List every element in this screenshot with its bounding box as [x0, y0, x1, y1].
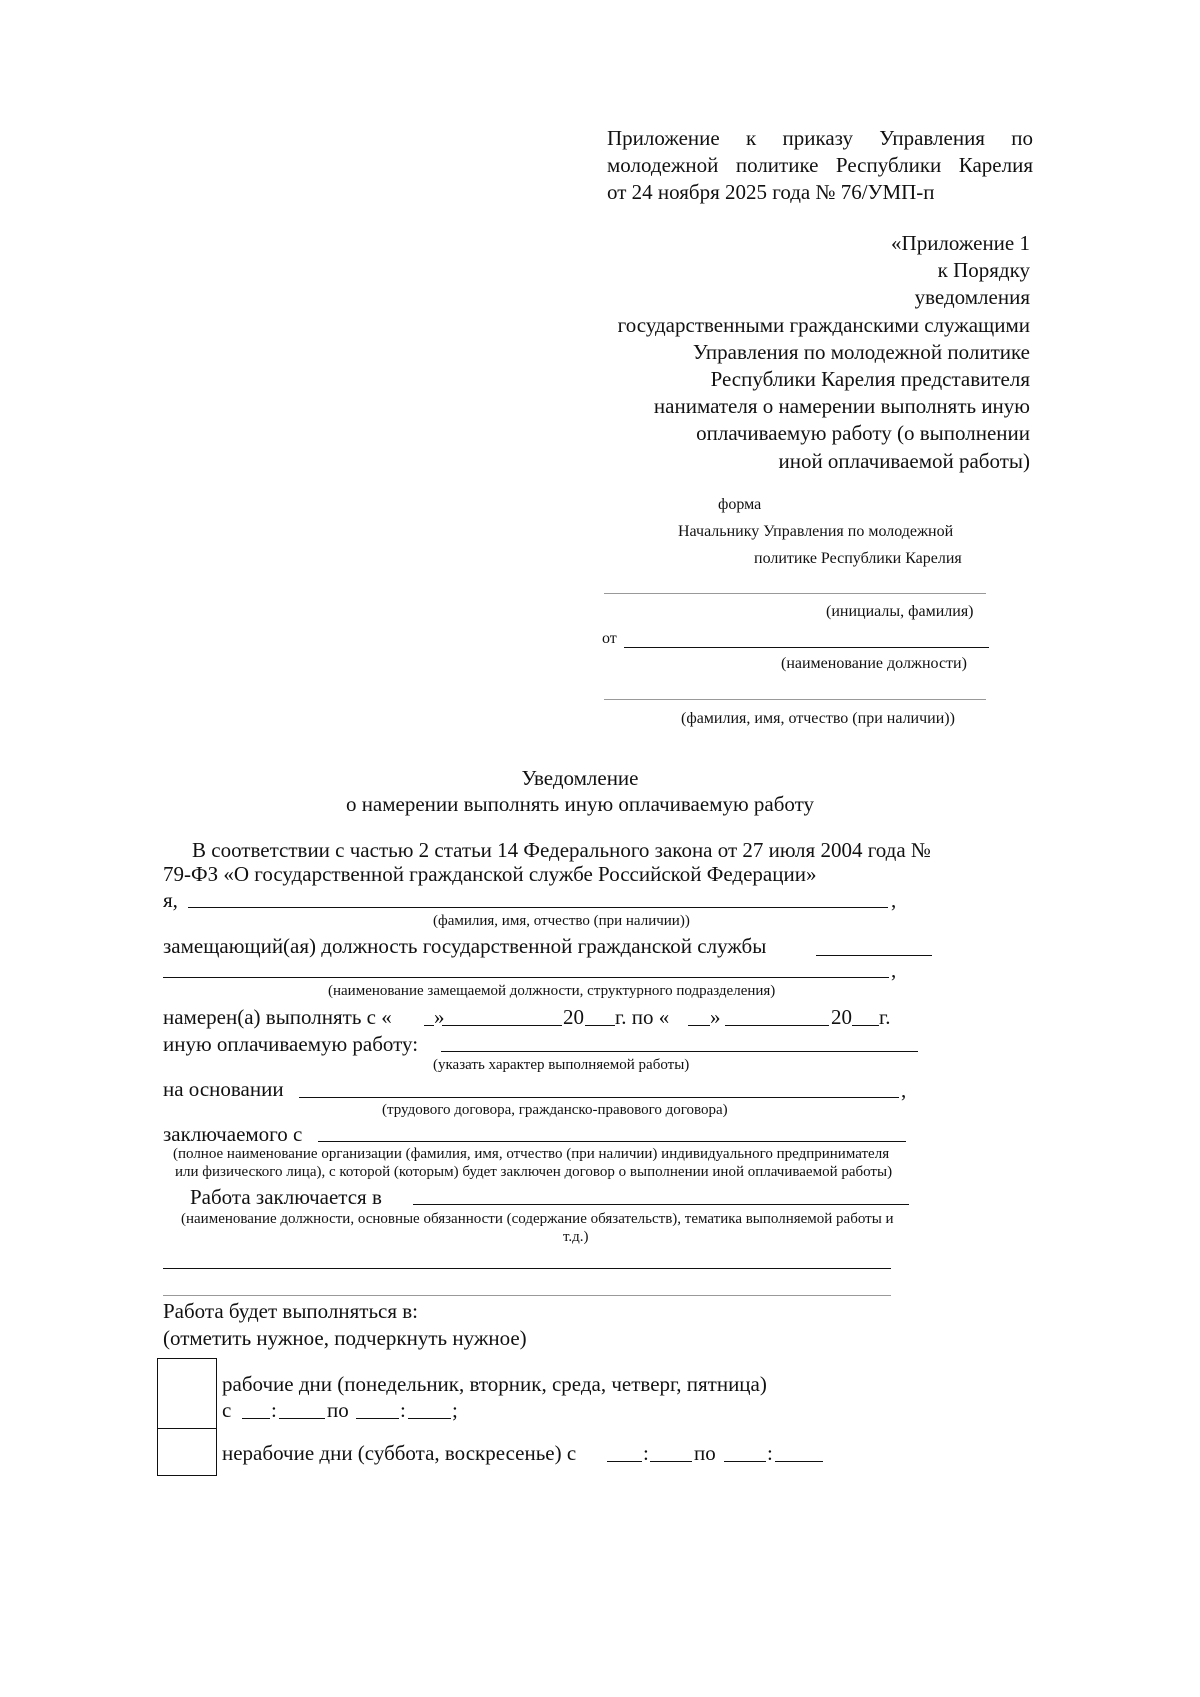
colon: : [643, 1441, 649, 1465]
colon: : [400, 1398, 406, 1422]
order-line-1: Приложение к приказу Управления по [607, 126, 1033, 150]
start-year-prefix: 20 [563, 1005, 584, 1029]
weekdays-to-minute[interactable] [408, 1418, 451, 1419]
position-detail-caption: (наименование замещаемой должности, структурного подразделения) [328, 983, 776, 999]
intend-prefix: намерен(а) выполнять с « [163, 1005, 392, 1029]
basis-label: на основании [163, 1077, 284, 1101]
fio-input-caption: (фамилия, имя, отчество (при наличии)) [433, 913, 690, 929]
appendix-line: Управления по молодежной политике [692, 339, 1030, 364]
appendix-line: оплачиваемую работу (о выполнении [696, 421, 1030, 446]
schedule-hint: (отметить нужное, подчеркнуть нужное) [163, 1326, 527, 1350]
weekends-to-minute[interactable] [775, 1461, 823, 1462]
appendix-line: уведомления [914, 285, 1030, 310]
weekends-to-label: по [694, 1441, 716, 1465]
organization-caption-1: (полное наименование организации (фамилия, имя, отчество (при наличии) индивидуального предпринимателя [173, 1146, 890, 1162]
quote-close: » [434, 1005, 445, 1029]
position-input-line[interactable] [816, 955, 932, 956]
position-caption: (наименование должности) [781, 655, 967, 672]
quote-close: » [710, 1005, 721, 1029]
weekdays-to-label: по [327, 1398, 349, 1422]
organization-caption-2: или физического лица), с которой (которым) будет заключен договор о выполнении иной оплачиваемой работы) [175, 1164, 893, 1180]
from-prefix: от [602, 630, 617, 647]
work-is-label: Работа заключается в [190, 1185, 382, 1209]
extra-line-1[interactable] [163, 1268, 891, 1269]
basis-caption: (трудового договора, гражданско-правового договора) [382, 1102, 728, 1118]
weekdays-from: с [222, 1398, 232, 1422]
weekdays-from-minute[interactable] [279, 1418, 325, 1419]
weekdays-from-hour[interactable] [242, 1418, 270, 1419]
appendix-line: иной оплачиваемой работы) [778, 448, 1030, 473]
fio-input-line[interactable] [188, 907, 888, 908]
order-line-2: молодежной политике Республики Карелия [607, 153, 1033, 177]
end-month-line[interactable] [725, 1025, 829, 1026]
start-month-line[interactable] [442, 1025, 562, 1026]
initials-caption: (инициалы, фамилия) [826, 603, 974, 620]
end-year-line[interactable] [852, 1025, 879, 1026]
organization-line[interactable] [318, 1141, 906, 1142]
weekends-checkbox[interactable] [157, 1428, 217, 1476]
extra-line-2[interactable] [163, 1295, 891, 1296]
weekends-from-hour[interactable] [607, 1461, 642, 1462]
colon: : [271, 1398, 277, 1422]
work-description-line[interactable] [413, 1204, 909, 1205]
position-field-line[interactable] [624, 647, 989, 648]
other-work-label: иную оплачиваемую работу: [163, 1032, 419, 1056]
form-label: форма [718, 496, 762, 513]
position-label: замещающий(ая) должность государственной гражданской службы [163, 934, 767, 958]
comma: , [891, 958, 897, 982]
end-day-line[interactable] [688, 1025, 710, 1026]
work-description-caption-2: т.д.) [563, 1229, 589, 1245]
weekdays-checkbox[interactable] [157, 1358, 217, 1429]
fio-caption: (фамилия, имя, отчество (при наличии)) [681, 710, 955, 727]
document-title: Уведомление [521, 766, 639, 790]
fio-field-line[interactable] [604, 699, 986, 700]
appendix-line: государственными гражданскими служащими [617, 312, 1030, 337]
start-day-line[interactable] [424, 1025, 434, 1026]
appendix-line: Республики Карелия представителя [710, 367, 1030, 392]
appendix-block [618, 230, 1030, 475]
to-label: г. по « [615, 1005, 670, 1029]
weekends-option-label: нерабочие дни (суббота, воскресенье) с [222, 1441, 577, 1465]
weekdays-option-label: рабочие дни (понедельник, вторник, среда, четверг, пятница) [222, 1372, 767, 1396]
order-line-3: от 24 ноября 2025 года № 76/УМП-п [607, 180, 935, 204]
addressee-line-1: Начальнику Управления по молодежной [678, 523, 954, 540]
basis-line[interactable] [299, 1097, 899, 1098]
weekends-to-hour[interactable] [724, 1461, 766, 1462]
weekdays-to-hour[interactable] [356, 1418, 399, 1419]
position-detail-line[interactable] [163, 977, 889, 978]
comma: , [901, 1078, 907, 1102]
initials-field-line[interactable] [604, 593, 986, 594]
colon: : [767, 1441, 773, 1465]
intro-line-1: В соответствии с частью 2 статьи 14 Федерального закона от 27 июля 2004 года № [192, 838, 931, 862]
work-character-line[interactable] [441, 1051, 918, 1052]
appendix-line: к Порядку [937, 258, 1030, 283]
work-character-caption: (указать характер выполняемой работы) [433, 1057, 690, 1073]
ya-label: я, [163, 888, 178, 912]
appendix-line: «Приложение 1 [891, 231, 1030, 255]
start-year-line[interactable] [585, 1025, 615, 1026]
schedule-label: Работа будет выполняться в: [163, 1299, 419, 1323]
semicolon: ; [452, 1398, 458, 1422]
addressee-line-2: политике Республики Карелия [754, 550, 962, 567]
end-year-prefix: 20 [831, 1005, 852, 1029]
comma: , [891, 888, 897, 912]
weekends-from-minute[interactable] [650, 1461, 692, 1462]
document-subtitle: о намерении выполнять иную оплачиваемую работу [345, 792, 815, 816]
year-end-label: г. [879, 1005, 891, 1029]
concluded-label: заключаемого с [163, 1122, 303, 1146]
intro-line-2: 79-ФЗ «О государственной гражданской службе Российской Федерации» [163, 862, 817, 886]
appendix-line: нанимателя о намерении выполнять иную [653, 394, 1030, 419]
work-description-caption-1: (наименование должности, основные обязанности (содержание обязательств), тематика выполняемой работы и [181, 1211, 894, 1227]
